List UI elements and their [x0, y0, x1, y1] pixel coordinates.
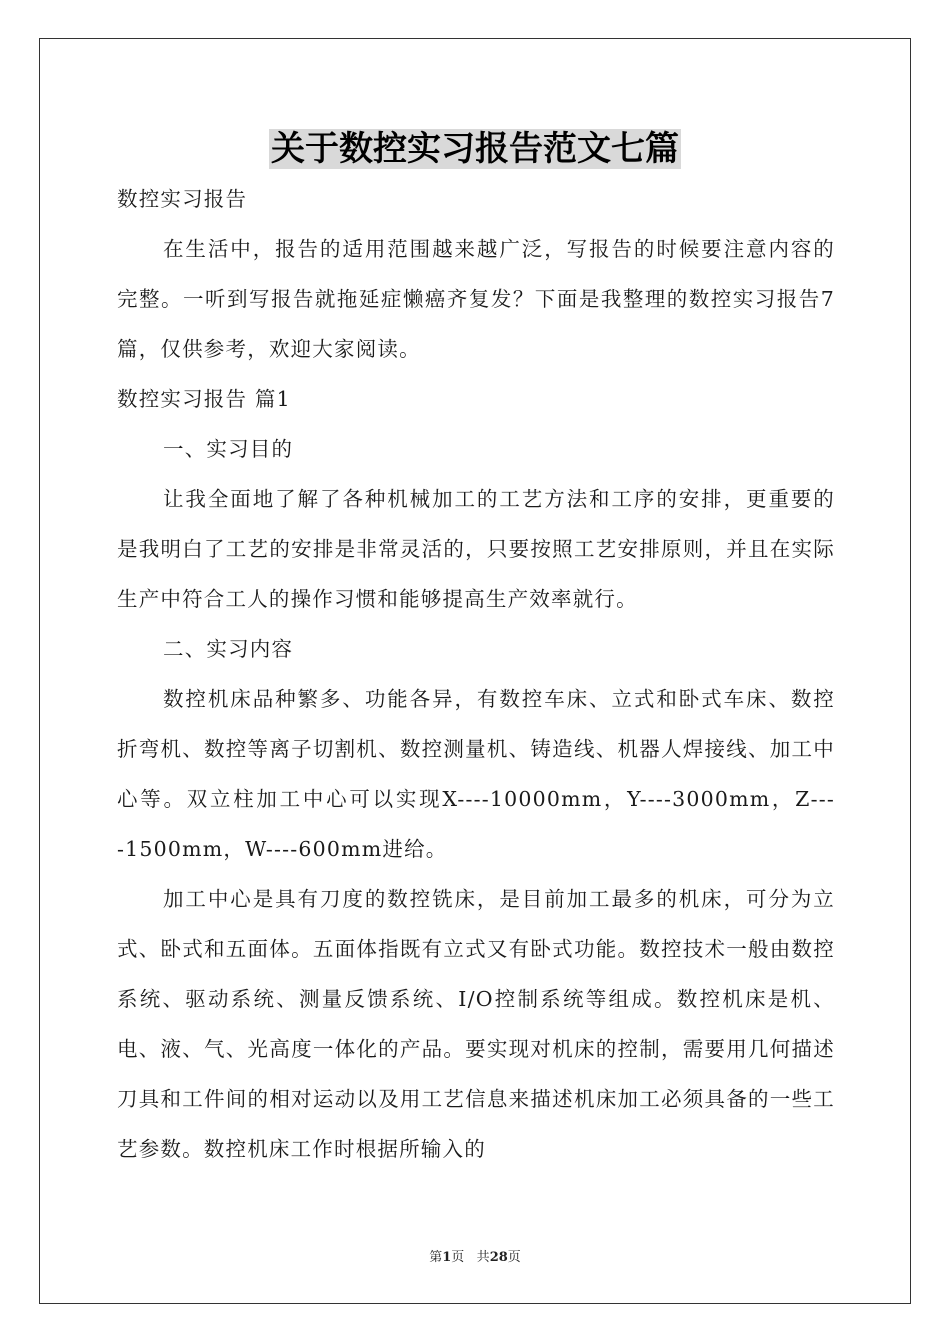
body-paragraph: 让我全面地了解了各种机械加工的工艺方法和工序的安排，更重要的是我明白了工艺的安排是非常灵活的，只要按照工艺安排原则，并且在实际生产中符合工人的操作习惯和能够提高生产效率就行。: [117, 487, 835, 611]
document-body: [117, 174, 835, 1174]
body-paragraph: 加工中心是具有刀度的数控铣床，是目前加工最多的机床，可分为立式、卧式和五面体。五面体指既有立式又有卧式功能。数控技术一般由数控系统、驱动系统、测量反馈系统、I/O控制系统等组成。数控机床是机、电、液、气、光高度一体化的产品。要实现对机床的控制，需要用几何描述刀具和工件间的相对运动以及用工艺信息来描述机床加工必须具备的一些工艺参数。数控机床工作时根据所输入的: [117, 887, 835, 1161]
footer-page-current: 1: [442, 1250, 452, 1265]
body-paragraph: 数控实习报告: [117, 187, 248, 211]
body-paragraph: 一、实习目的: [163, 437, 294, 461]
body-paragraph: 在生活中，报告的适用范围越来越广泛，写报告的时候要注意内容的完整。一听到写报告就拖延症懒癌齐复发？下面是我整理的数控实习报告7篇，仅供参考，欢迎大家阅读。: [117, 237, 835, 361]
footer-total-unit: 页: [507, 1250, 521, 1265]
body-paragraph: 数控实习报告 篇1: [117, 387, 291, 411]
footer-page-prefix: 第: [429, 1250, 443, 1265]
body-paragraph: 数控机床品种繁多、功能各异，有数控车床、立式和卧式车床、数控折弯机、数控等离子切割机、数控测量机、铸造线、机器人焊接线、加工中心等。双立柱加工中心可以实现X----10000mm，Y----3000mm，Z----1500mm，W----600mm进给。: [117, 687, 835, 861]
document-title-text: 关于数控实习报告范文七篇: [271, 129, 679, 169]
document-title: [0, 124, 950, 174]
page-footer: [0, 1246, 950, 1265]
footer-page-unit: 页: [451, 1250, 465, 1265]
body-paragraph: 二、实习内容: [163, 637, 294, 661]
footer-total-prefix: 共: [476, 1250, 490, 1265]
footer-page-total: 28: [489, 1250, 508, 1265]
